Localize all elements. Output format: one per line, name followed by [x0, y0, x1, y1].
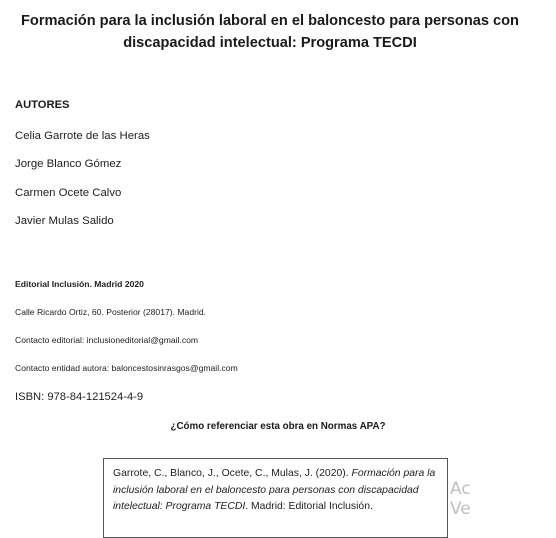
- authors-heading: AUTORES: [15, 99, 70, 111]
- author-name: Carmen Ocete Calvo: [15, 187, 122, 199]
- title-line-2: discapacidad intelectual: Programa TECDI: [123, 35, 417, 51]
- publisher-name: Editorial Inclusión. Madrid 2020: [15, 279, 144, 289]
- author-name: Javier Mulas Salido: [15, 215, 114, 227]
- citation-title: Formación para la inclusión laboral en el baloncesto para personas con discapacidad intelectual: Programa TECDI: [113, 468, 436, 512]
- isbn: ISBN: 978-84-121524-4-9: [15, 391, 144, 403]
- document-title: [0, 10, 540, 54]
- citation-publisher: . Madrid: Editorial Inclusión.: [245, 501, 373, 512]
- activation-watermark-line-1: Ac: [450, 479, 471, 499]
- author-name: Jorge Blanco Gómez: [15, 158, 122, 170]
- citation-question: ¿Cómo referenciar esta obra en Normas APA?: [170, 421, 386, 432]
- title-line-1: Formación para la inclusión laboral en el baloncesto para personas con: [21, 13, 519, 29]
- editorial-contact: Contacto editorial: inclusioneditorial@gmail.com: [15, 335, 199, 345]
- citation-authors: Garrote, C., Blanco, J., Ocete, C., Mulas, J. (2020).: [113, 468, 352, 479]
- publisher-address: Calle Ricardo Ortiz, 60. Posterior (28017). Madrid.: [15, 307, 207, 317]
- citation-box: [103, 458, 448, 538]
- author-name: Celia Garrote de las Heras: [15, 130, 150, 142]
- author-contact: Contacto entidad autora: baloncestosinrasgos@gmail.com: [15, 363, 238, 373]
- activation-watermark-line-2: Ve: [450, 499, 471, 519]
